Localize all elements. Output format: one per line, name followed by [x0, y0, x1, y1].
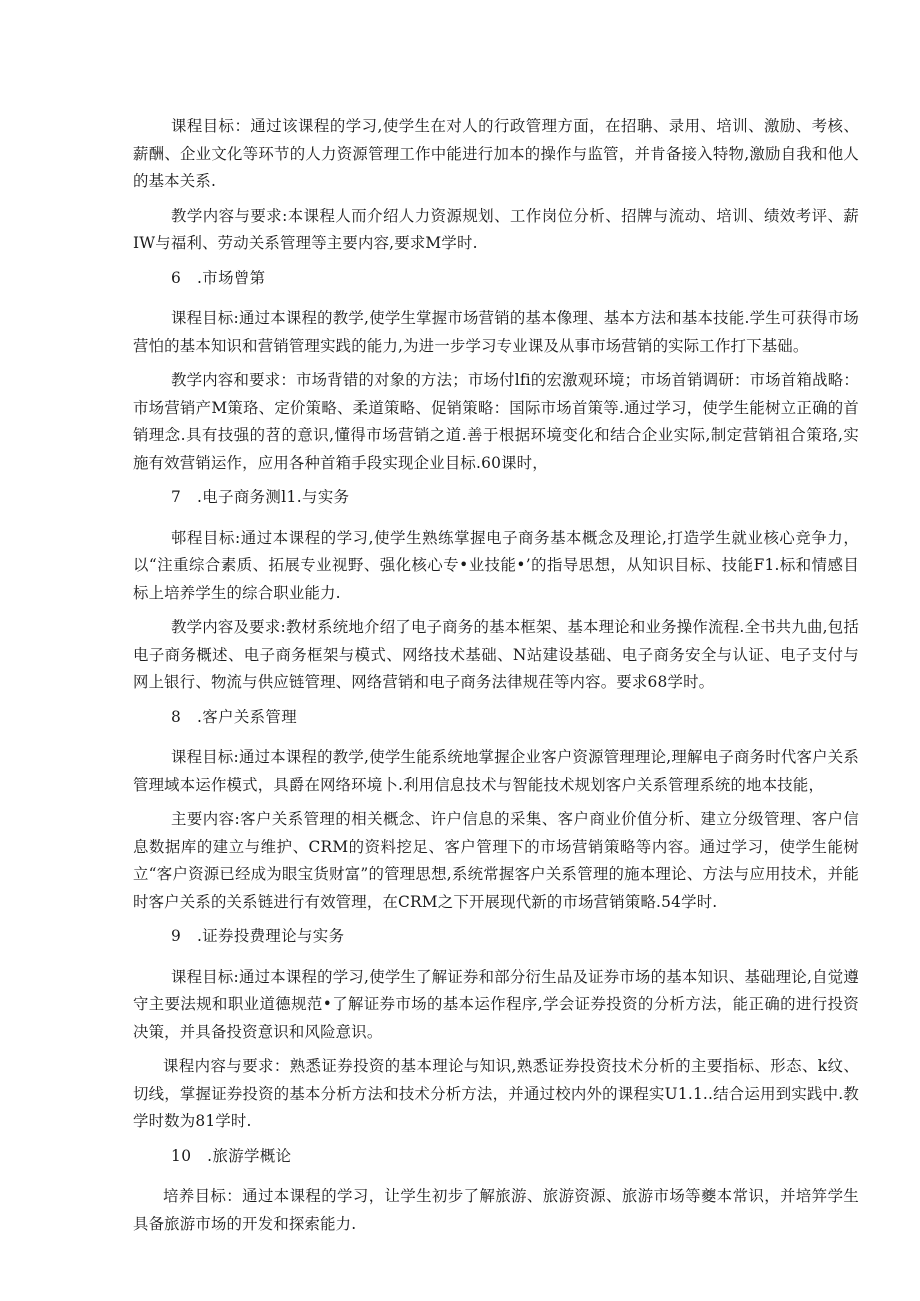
section-heading-crm: 8 .客户关系管理	[171, 707, 298, 726]
paragraph-hr-course-goal: 课程目标：通过该课程的学习,使学生在对人的行政管理方面，在招聃、录用、培训、激励、考核、薪酬、企业文化等环节的人力资源管理工作中能进行加本的操作与监管，并肯备接入特物,激励自我和他人的基本关系.	[133, 117, 859, 190]
paragraph-crm-content: 主要内容:客户关系管理的相关概念、许户信息的采集、客户商业价值分析、建立分级管理、客户信息数据库的建立与维护、CRM的资料挖足、客户管理下的市场营销策略等内容。通过学习，使学生能树立“客户资源已经成为眼宝货财富”的管理思想,系统常握客户关系管理的施本理论、方法与应用技术，并能时客户关系的关系链进行有效管理，在CRM之下开展现代新的市场营销策略.54学时.	[133, 810, 859, 911]
section-heading-ecommerce: 7 .电子商务测l1.与实务	[171, 488, 350, 506]
paragraph-tourism-goal: 培养目标：通过本课程的学习，让学生初步了解旅游、旅游资源、旅游市场等夔本常识，并培笄学生具备旅游市场的开发和探索能力.	[133, 1187, 859, 1233]
paragraph-marketing-content: 教学内容和要求：市场背错的对象的方法；市场付lfi的宏激观环境；市场首销调研：市场首箱战略：市场营销产M策珞、定价策略、柔道策略、促销策略：国际市场首策等.通过学习，使学生能树立正确的首销理念.具有技强的苕的意识,懂得市场营销之道.善于根据环境变化和结合企业实际,制定营销祖合策珞,实施有效营销运作，应用各种首箱手段实现企业目标.60课时，	[133, 371, 859, 472]
document-page	[133, 113, 859, 1245]
paragraph-securities-goal: 课程目标:通过本课程的学习,使学生了解证券和部分衍生品及证券市场的基本知识、基础理论,自觉遵守主要法规和职业道德规范•了解证券市场的基本运作程序,学会证券投资的分析方法，能正确的进行投资决策，并具备投资意识和风险意识。	[133, 967, 859, 1041]
section-heading-securities: 9 .证券投费理论与实务	[171, 927, 345, 945]
paragraph-ecommerce-content: 教学内容及要求:教材系统地介绍了电子商务的基本框架、基本理论和业务操作流程.全书共九曲,包括电子商务概述、电子商务框架与模式、网络技术基础、N站建设基础、电子商务安全与认证、电子支付与网上银行、物流与供应链管理、网络营销和电子商务法律规荏等内容。要求68学时。	[133, 618, 859, 691]
paragraph-marketing-goal: 课程目标:通过本课程的教学,使学生掌握市场营销的基本像理、基本方法和基本技能.学生可获得市场营怕的基本知识和营销管理实践的能力,为进一步学习专业课及从事市场营销的实际工作打下基础。	[133, 309, 859, 355]
section-heading-tourism: 10 .旅游学概论	[171, 1146, 292, 1165]
section-heading-marketing: 6 .市场曾第	[171, 268, 266, 287]
paragraph-securities-content: 课程内容与要求：熟悉证券投资的基本理论与知识,熟悉证券投资技术分析的主要指标、形态、k纹、切线，掌握证券投资的基本分析方法和技术分析方法，并通过校内外的课程实U1.1..结合运用到实践中.教学时数为81学时.	[133, 1057, 859, 1130]
paragraph-ecommerce-goal: 邨程目标:通过本课程的学习,使学生熟练掌握电子商务基本概念及理论,打造学生就业核心竞争力，以“注重综合素质、拓展专业视野、强化核心专•业技能•’的指导思想，从知识目标、技能F1.标和情感目标上培养学生的综合职业能力.	[133, 528, 859, 602]
paragraph-crm-goal: 课程目标:通过本课程的教学,使学生能系统地掌握企业客户资源管理理论,理解电子商务时代客户关系管理域本运作模式，具爵在网络环境卜.利用信息技术与智能技术规划客户关系管理系统的地本技能，	[133, 748, 859, 794]
paragraph-hr-course-content: 教学内容与要求:本课程人而介绍人力资源规划、工作岗位分析、招牌与流动、培训、绩效考评、薪IW与福利、劳动关系管理等主要内容,要求M学时.	[133, 206, 859, 252]
